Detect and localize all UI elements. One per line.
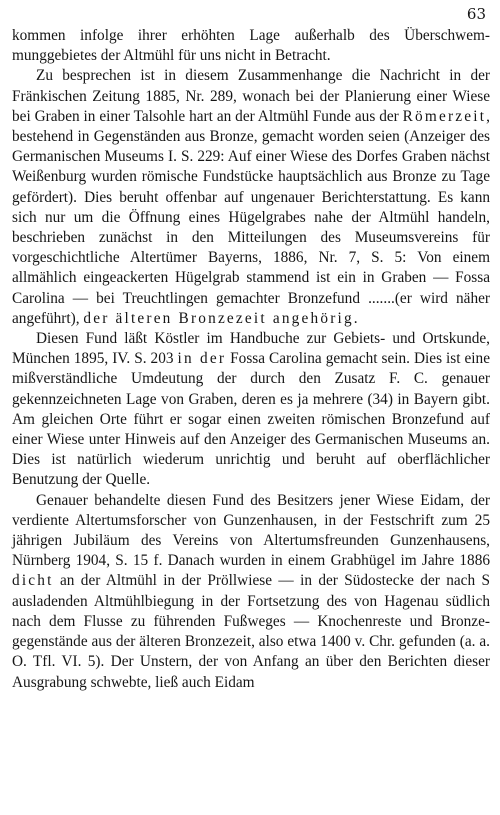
spaced-text: der älteren Bronzezeit angehörig bbox=[83, 309, 354, 327]
page-number: 63 bbox=[466, 5, 486, 23]
text-body bbox=[12, 26, 490, 693]
paragraph bbox=[12, 26, 490, 66]
paragraph bbox=[12, 491, 490, 693]
text-run: kommen infolge ihrer erhöhten Lage außerhalb des Überschwemmunggebietes der Altmühl für uns nicht in Betracht. bbox=[12, 27, 490, 65]
text-run: an der Altmühl in der Pröllwiese — in der Südostecke der nach S ausladenden Altmühlbiegung in der Fortsetzung des von Hagenau südlich nach dem Flusse zu führenden Fußweges — Knochenreste und Bronzegegenstände aus der älteren Bronzezeit, also etwa 1400 v. Chr. gefunden (a. a. O. Tfl. VI. 5). Der Unstern, der von Anfang an über den Berichten dieser Ausgrabung schwebte, ließ auch Eidam bbox=[12, 572, 490, 691]
paragraph bbox=[12, 329, 490, 491]
spaced-text: in der bbox=[177, 350, 227, 368]
text-run: Genauer behandelte diesen Fund des Besitzers jener Wiese Eidam, der verdiente Altertumsforscher von Gunzenhausen, in der Festschrift zum 25 jährigen Jubiläum des Vereins von Altertumsfreunden Gunzenhausens, Nürnberg 1904, S. 15 f. Danach wurden in einem Grabhügel im Jahre 1886 bbox=[12, 491, 490, 570]
spaced-text: dicht bbox=[12, 572, 54, 590]
text-run: . bbox=[353, 309, 358, 327]
paragraph bbox=[12, 66, 490, 329]
text-run: , bestehend in Gegenständen aus Bronze, gemacht worden seien (Anzeiger des Germanischen Museums I. S. 229: Auf einer Wiese des Dorfes Graben nächst Weißenburg wurden römische Fundstücke hauptsächlich aus Bronze zu Tage gefördert). Dies beruht offenbar auf ungenauer Berichterstattung. Es kann sich nur um die Öffnung eines Hügelgrabes nahe der Altmühl handeln, beschrieben zunächst in den Mitteilungen des Museumsvereins für vorgeschichtliche Altertümer Bayerns, 1886, Nr. 7, S. 5: Von einem allmählich eingeackerten Hügelgrab stammend ist ein in Graben — Fossa Carolina — bei Treuchtlingen gemachter Bronzefund .......(er wird näher angeführt), bbox=[12, 107, 490, 327]
spaced-text: Römerzeit bbox=[402, 107, 487, 125]
text-run: Diesen Fund läßt Köstler im Handbuche zur Gebiets- und Ortskunde, München 1895, IV. S. 203 bbox=[12, 330, 490, 368]
text-run: Zu besprechen ist in diesem Zusammenhange die Nachricht in der Fränkischen Zeitung 1885, Nr. 289, wonach bei der Planierung einer Wiese bei Graben in einer Talsohle hart an der Altmühl Funde aus der bbox=[12, 67, 490, 125]
text-run: Fossa Carolina gemacht sein. Dies ist eine mißverständliche Umdeutung der durch den Zusatz F. C. genauer gekennzeichneten Lage von Graben, deren es ja mehrere (34) in Bayern gibt. Am gleichen Orte führt er sogar einen zweiten römischen Bronzefund auf einer Wiese unter Hinweis auf den Anzeiger des Germanischen Museums an. Dies ist natürlich wiederum unrichtig und beruht auf oberflächlicher Benutzung der Quelle. bbox=[12, 350, 490, 489]
